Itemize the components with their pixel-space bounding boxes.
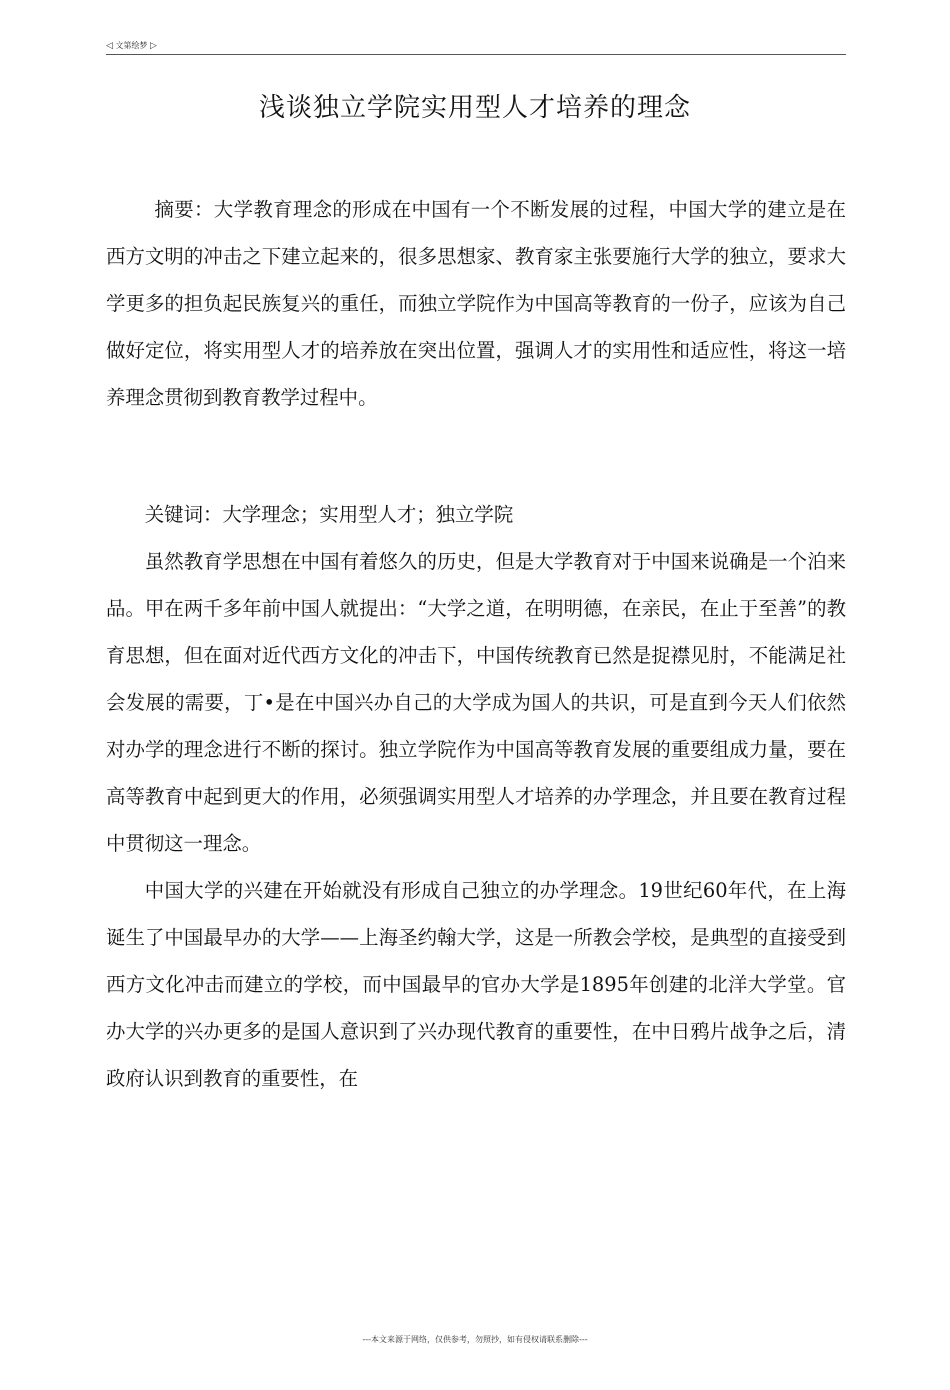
document-title: 浅谈独立学院实用型人才培养的理念: [258, 93, 691, 123]
abstract-paragraph: 摘要：大学教育理念的形成在中国有一个不断发展的过程，中国大学的建立是在西方文明的冲击之下建立起来的，很多思想家、教育家主张要施行大学的独立，要求大学更多的担负起民族复兴的重任，而独立学院作为中国高等教育的一份子，应该为自己做好定位，将实用型人才的培养放在突出位置，强调人才的实用性和适应性，将这一培养理念贯彻到教育教学过程中。: [106, 198, 846, 409]
page-header: [106, 40, 846, 55]
body-paragraph-2: 中国大学的兴建在开始就没有形成自己独立的办学理念。19世纪60年代，在上海诞生了中国最早办的大学——上海圣约翰大学，这是一所教会学校，是典型的直接受到西方文化冲击而建立的学校，而中国最早的官办大学是1895年创建的北洋大学堂。官办大学的兴办更多的是国人意识到了兴办现代教育的重要性，在中日鸦片战争之后，清政府认识到教育的重要性，在: [106, 879, 846, 1090]
section-spacer: [106, 421, 846, 491]
keywords-line: 关键词：大学理念；实用型人才；独立学院: [144, 503, 514, 526]
header-text: 文第绘梦: [115, 41, 148, 50]
page-footer: ---本文来源于网络，仅供参考，勿照抄，如有侵权请联系删除---: [362, 1335, 588, 1344]
right-triangle-icon: ▷: [150, 41, 157, 51]
body-paragraph-1: 虽然教育学思想在中国有着悠久的历史，但是大学教育对于中国来说确是一个泊来品。甲在两千多年前中国人就提出：“大学之道，在明明德，在亲民，在止于至善”的教育思想，但在面对近代西方文化的冲击下，中国传统教育已然是捉襟见肘，不能满足社会发展的需要，丁•是在中国兴办自己的大学成为国人的共识，可是直到今天人们依然对办学的理念进行不断的探讨。独立学院作为中国高等教育发展的重要组成力量，要在高等教育中起到更大的作用，必须强调实用型人才培养的办学理念，并且要在教育过程中贯彻这一理念。: [106, 550, 846, 855]
document-body: [106, 186, 846, 1102]
left-triangle-icon: ◁: [106, 41, 113, 51]
